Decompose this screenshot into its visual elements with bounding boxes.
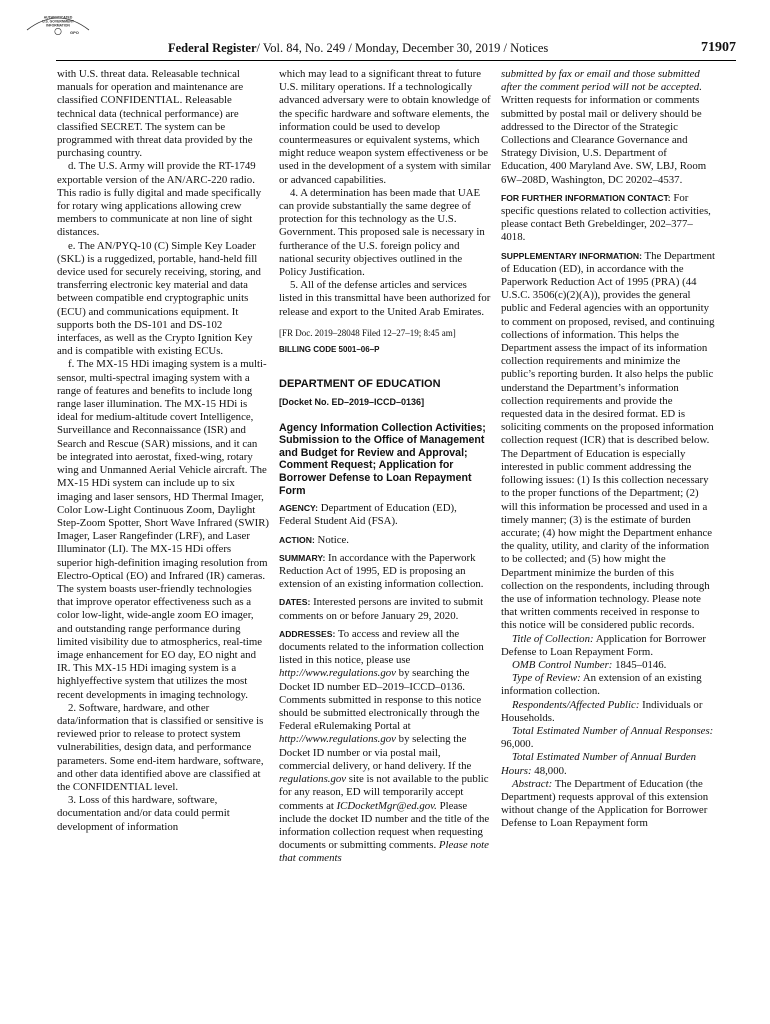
field-label: Type of Review: [512,672,581,685]
burden-hours [501,751,715,777]
field-label: Abstract: [512,777,553,790]
header-rule [56,60,736,61]
seal-line-1: AUTHENTICATED [43,15,73,20]
field-value: An extension of an existing information collection. [501,672,702,698]
summary-text: In accordance with the Paperwork Reduction Act of 1995, ED is proposing an extension of an existing information collection. [279,551,484,591]
addresses-text: by searching the Docket ID number ED–2019–ICCD–0136. Comments submitted in response to this notice should be submitted electronically through the Federal eRulemaking Portal at [279,667,482,733]
further-info-text: For specific questions related to collection activities, please contact Beth Grebeldinger, 202–377–4018. [501,191,711,244]
column-2 [279,68,491,866]
addresses-label: ADDRESSES: [279,628,336,639]
paragraph: which may lead to a significant threat to future U.S. military operations. If a technologically advanced adversary were to obtain knowledge of the specific hardware and software elements, the information could be used to develop countermeasures or equivalent systems, which might reduce weapon system effectiveness or be used in the development of a system with similar or advanced capabilities. [279,68,491,186]
agency-text: Department of Education (ED), Federal Student Aid (FSA). [279,502,457,528]
running-head [168,41,548,56]
abstract [501,778,715,831]
regulations-link[interactable]: http://www.regulations.gov [279,733,396,746]
addresses-text: Written requests for information or comments submitted by postal mail or delivery should be addressed to the Director of the Strategic Collections and Clearance Governance and Strategy Division, U.S. Department of Education, 400 Maryland Ave. SW, LBJ, Room 6W–208D, Washington, DC 20202–4537. [501,94,707,186]
field-value: Application for Borrower Defense to Loan Repayment Form. [501,632,707,658]
field-label: OMB Control Number: [512,658,613,671]
regulations-link[interactable]: http://www.regulations.gov [279,667,396,680]
dates-section [279,596,491,622]
summary-section [279,552,491,592]
department-heading: DEPARTMENT OF EDUCATION [279,378,441,391]
issue-info: / Vol. 84, No. 249 / Monday, December 30, 2019 / Notices [256,41,549,55]
paragraph: 2. Software, hardware, and other data/information that is classified or sensitive is reviewed prior to release to protect system vulnerabilities, design data, and performance parameters. Some end-item hardware, software, and other data identified above are classified at the CONFIDENTIAL level. [57,701,264,793]
action-section [279,534,491,547]
paragraph: e. The AN/PYQ-10 (C) Simple Key Loader (SKL) is a ruggedized, portable, hand-held fill device used for securely receiving, storing, and transferring electronic key material and data between compatible end cryptographic units (ECU) and communications equipment. It supports both the DS-101 and DS-102 interfaces, as well as the Crypto Ignition Key and is compatible with existing ECUs. [57,239,261,358]
field-value: Individuals or Households. [501,698,703,724]
field-value: 1845–0146. [615,658,667,671]
column-1 [57,68,269,834]
contact-section [501,192,715,245]
field-label: Title of Collection: [512,632,594,645]
billing-code: BILLING CODE 5001–06–P [279,345,380,355]
fr-doc-line: [FR Doc. 2019–28048 Filed 12–27–19; 8:45 am] [279,327,456,338]
seal-line-3: INFORMATION [46,23,70,28]
seal-line-2: U.S. GOVERNMENT [42,19,74,24]
field-value: The Department of Education (the Department) requests approval of this extension without change of the Application for Borrower Defense to Loan Repayment form [501,777,709,830]
supplementary-section [501,250,715,633]
agency-label: AGENCY: [279,503,318,514]
field-label: Respondents/Affected Public: [512,698,640,711]
notice-title: Agency Information Collection Activities; Submission to the Office of Management and Budget for Review and Approval; Comment Request; Application for Borrower Defense to Loan Repayment Form [279,421,486,497]
addresses-note: submitted by fax or email and those submitted after the comment period will not be accepted. [501,68,702,94]
review-type [501,672,715,698]
respondents [501,699,715,725]
addresses-text: Please include the docket ID number and the title of the information collection request when requesting documents or submitting comments. [279,799,490,852]
page-header [168,41,736,57]
supplementary-text: The Department of Education (ED), in accordance with the Paperwork Reduction Act of 1995 (PRA) (44 U.S.C. 3506(c)(2)(A)), provides the general public and Federal agencies with an opportunity to comment on proposed, revised, and continuing collections of information. This helps the Department assess the impact of its information collection requirements and minimize the public’s reporting burden. It also helps the public understand the Department’s information collection requirements and provide the requested data in the desired format. ED is soliciting comments on the proposed information collection request (ICR) that is described below. The Department of Education is especially interested in public comment addressing the following issues: (1) Is this collection necessary to the proper functions of the Department; (2) will this information be processed and used in a timely manner; (3) is the estimate of burden accurate; (4) how might the Department enhance the quality, utility, and clarity of the information to be collected; and (5) how might the Department minimize the burden of this collection on the respondents, including through the use of information technology. Please note that written comments received in response to this notice will be considered public records. [501,249,715,632]
paragraph: with U.S. threat data. Releasable technical manuals for operation and maintenance are classified CONFIDENTIAL. Releasable technical data (technical performance) are classified SECRET. The system can be programmed with threat data provided by the purchasing country. [57,68,253,160]
action-text: Notice. [317,533,349,546]
paragraph: 5. All of the defense articles and services listed in this transmittal have been authorized for release and export to the United Arab Emirates. [279,279,491,318]
addresses-note: Please note that comments [279,839,489,865]
omb-number [501,659,715,672]
collection-title [501,633,715,659]
gpo-authentication-seal [24,14,92,36]
docket-number: [Docket No. ED–2019–ICCD–0136] [279,397,425,408]
paragraph [501,68,715,187]
addresses-text: site is not available to the public for any reason, ED will temporarily accept comments at [279,773,489,812]
regulations-link[interactable]: regulations.gov [279,773,347,786]
docket-email-link[interactable]: ICDocketMgr@ed.gov. [336,799,437,812]
action-label: ACTION: [279,534,315,545]
addresses-section [279,628,491,866]
field-value: 96,000. [501,738,534,751]
dates-label: DATES: [279,597,311,608]
field-label: Total Estimated Number of Annual Burden Hours: [501,751,697,777]
field-value: 48,000. [534,764,567,777]
column-3 [501,68,715,831]
annual-responses [501,725,715,751]
page-number: 71907 [701,40,736,55]
field-label: Total Estimated Number of Annual Responses: [512,724,714,737]
addresses-text: by selecting the Docket ID number or via postal mail, commercial delivery, or hand delivery. If the [279,733,472,772]
paragraph: 3. Loss of this hardware, software, documentation and/or data could permit development of information [57,794,230,833]
supplementary-label: SUPPLEMENTARY INFORMATION: [501,250,642,261]
agency-section [279,502,491,528]
publication-name: Federal Register [168,41,257,55]
seal-gpo: GPO [70,30,79,35]
paragraph: d. The U.S. Army will provide the RT-1749 exportable version of the AN/ARC-220 radio. This radio is fully digital and made specifically for rotary wing applications allowing crew members to communicate at non line of sight distances. [57,160,262,239]
dates-text: Interested persons are invited to submit comments on or before January 29, 2020. [279,596,484,622]
further-info-label: FOR FURTHER INFORMATION CONTACT: [501,192,671,203]
paragraph: f. The MX-15 HDi imaging system is a multi-sensor, multi-spectral imaging system with a range of features and benefits to include long range laser illumination. The MX-15 HDi is ideal for medium-altitude covert Intelligence, Surveillance and Reconnaissance (ISR) and Search and Rescue (SAR) missions, and it can be integrated into aerostat, fixed-wing, rotary wing and Unmanned Aerial Vehicle aircraft. The MX-15 HDi system can include up to six imaging and laser sensors, HD Thermal Imager, Color Low-Light Continuous Zoom, Daylight Step-Zoom Spotter, Short Wave Infrared (SWIR) Imager, Laser Rangefinder (LRF), and Laser Illuminator (LI). The MX-15 HDi offers superior high-definition imaging resolution from Electro-Optical (EO) and Infrared (IR) cameras. The system boasts user-friendly technologies that improve operator effectiveness such as a color low-light, wide-angle zoom EO imager, and outstanding range performance during limited visibility due to atmospherics, real-time image enhancement for EO day, EO night and IR. This MX-15 HDi imaging system is a highlyeffective system that utilizes the most recent developments in imaging technology. [57,358,269,701]
addresses-text: To access and review all the documents related to the information collection listed in this notice, please use [279,627,484,667]
summary-label: SUMMARY: [279,552,326,563]
paragraph: 4. A determination has been made that UAE can provide substantially the same degree of protection for this technology as the U.S. Government. This proposed sale is necessary in furtherance of the U.S. foreign policy and national security objectives outlined in the Policy Justification. [279,186,485,279]
